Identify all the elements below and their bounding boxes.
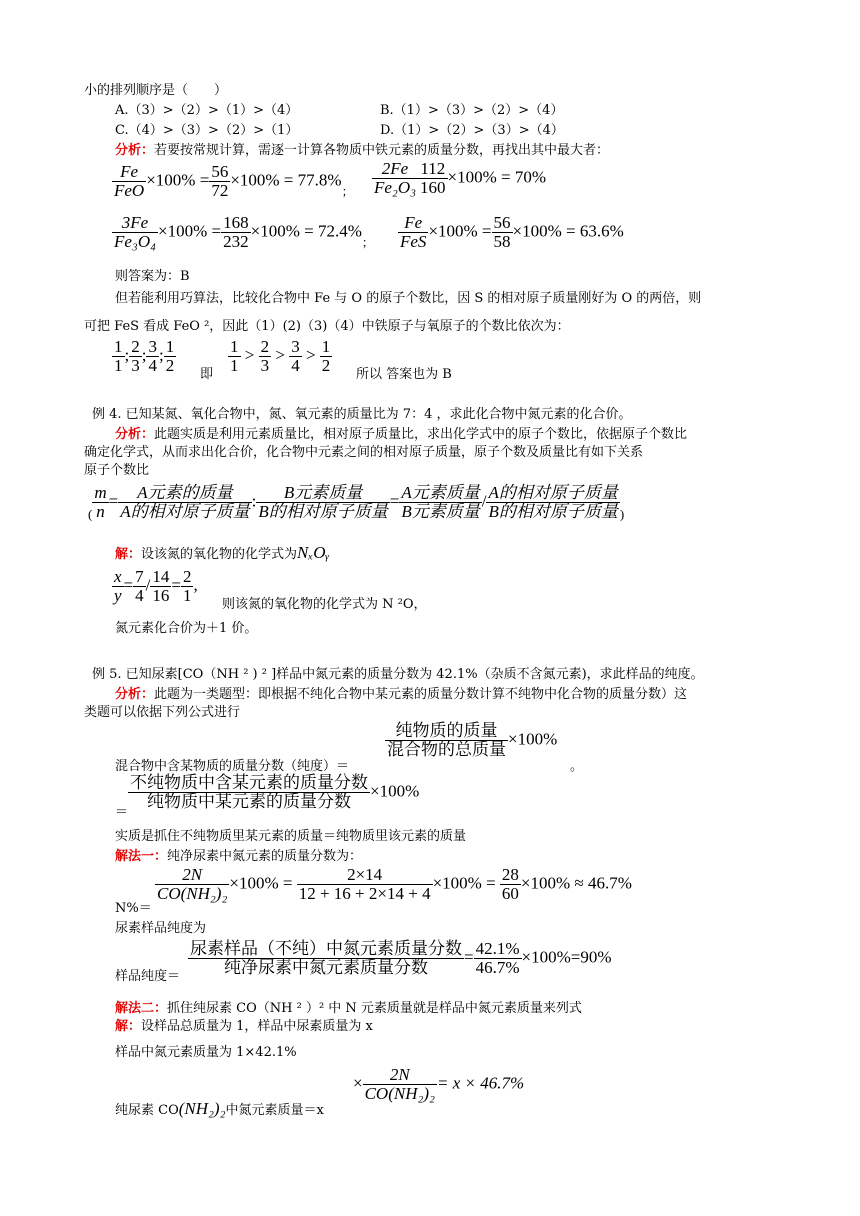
option-d: D.（1）>（2）>（3）>（4） [380, 123, 564, 138]
ex4-solution: 解：设该氮的氧化物的化学式为NₓOᵧ [115, 543, 330, 562]
ex4-analysis-3: 原子个数比 [84, 463, 150, 478]
option-c: C.（4）>（3）>（2）>（1） [115, 123, 299, 138]
ex3-tricky-2: 可把 FeS 看成 FeO ²，因此（1）(2)（3)（4）中铁原子与氧原子的个数比依次为： [84, 319, 570, 334]
sample-n-mass: 样品中氮元素质量为 1×42.1% [115, 1045, 297, 1060]
ex4-result-1: 则该氮的氧化物的化学式为 N ²O， [222, 597, 427, 612]
ratio-compare: $\frac{1}{1}$ > $\frac{2}{3}$ > $\frac{3}{4}$ > $\frac{1}{2}$ [230, 337, 331, 375]
ex5-analysis-2: 类题可以依据下列公式进行 [84, 705, 241, 720]
option-a: A.（3）>（2）>（1）>（4） [115, 103, 299, 118]
purity-formula-1: $\frac{\text{纯物质的质量}}{\text{混合物的总质量}}$ ×100% [387, 721, 558, 759]
ratio-list: $\frac{1}{1}$ ; $\frac{2}{3}$ ; $\frac{3}{4}$ ; $\frac{1}{2}$ [114, 337, 175, 375]
equals-sign: ＝ [115, 805, 129, 820]
method-1: 解法一：纯净尿素中氮元素的质量分数为： [115, 849, 363, 864]
formula-fe2o3: $\frac{2Fe}{\text{Fe₂O₃}}$ $\frac{112}{160}$ ×100% = 70% [374, 159, 547, 197]
ex5-analysis-1: 分析：此题为一类题型：即根据不纯化合物中某元素的质量分数计算不纯物中化合物的质量分数）这 [115, 687, 688, 702]
pure-urea-n-mass: 纯尿素 CO(NH₂)₂中氮元素质量＝x [115, 1099, 324, 1118]
period: 。 [570, 759, 584, 774]
ex5-essence: 实质是抓住不纯物质里某元素的质量＝纯物质里该元素的质量 [115, 829, 467, 844]
ex4-calc: $\frac{x}{y}$ = $\frac{7}{4}$ / $\frac{14}{16}$ = $\frac{2}{1}$ , [114, 567, 198, 605]
pure-urea-n-formula: × $\frac{2N}{\text{CO(NH₂)₂}}$ = x × 46.7% [353, 1065, 525, 1103]
ex3-answer: 则答案为：B [115, 269, 190, 284]
ex4-title: 例 4. 已知某氮、氧化合物中，氮、氧元素的质量比为 7：4 ，求此化合物中氮元素的化合价。 [92, 407, 632, 422]
ji-label: 即 [200, 367, 214, 382]
ex4-analysis-1: 分析：此题实质是利用元素质量比，相对原子质量比，求出化学式中的原子个数比，依据原子个数比 [115, 427, 688, 442]
ex3-tricky-1: 但若能利用巧算法，比较化合物中 Fe 与 O 的原子个数比，因 S 的相对原子质量刚好为 O 的两倍，则 [115, 291, 702, 306]
formula-feo: $\frac{Fe}{\text{FeO}}$ ×100% = $\frac{56}{72}$ $\times 100\% = 77.8\%_;$ [114, 162, 354, 200]
ex5-title: 例 5. 已知尿素[CO（NH ² ) ² ]样品中氮元素的质量分数为 42.1%（杂质不含氮元素)，求此样品的纯度。 [92, 667, 704, 682]
ex3-conclusion: 所以 答案也为 B [356, 367, 452, 382]
sample-purity-formula: $\frac{\text{尿素样品（不纯）中氮元素质量分数}}{\text{纯净尿素中氮元素质量分数}}$ = $\frac{42.1\%}{46.7\%}$ ×100%=90% [190, 939, 612, 977]
ex4-result-2: 氮元素化合价为＋1 价。 [115, 621, 258, 636]
n-pct-label: N%＝ [115, 901, 152, 916]
purity-formula-2: $\frac{\text{不纯物质中含某元素的质量分数}}{\text{纯物质中某元素的质量分数}}$ ×100% [130, 773, 420, 811]
formula-fes: $\frac{Fe}{\text{FeS}}$ ×100% = $\frac{56}{58}$ ×100% = 63.6% [400, 213, 624, 251]
option-b: B.（1）>（3）>（2）>（4） [380, 103, 564, 118]
n-pct-formula: $\frac{2N}{\text{CO(NH₂)₂}}$ ×100% = $\frac{2\times 14}{12 + 16 + 2\times 14 + 4}$ ×100% = $\frac{28}{60}$ ×100% ≈ 46.7% [157, 865, 632, 903]
ex4-analysis-2: 确定化学式，从而求出化合价，化合物中元素之间的相对原子质量，原子个数及质量比有如下关系 [84, 445, 644, 460]
ex5-solution: 解：设样品总质量为 1，样品中尿素质量为 x [115, 1019, 373, 1034]
sample-purity-label: 样品纯度＝ [115, 969, 181, 984]
ratio-relation-formula: $_($ $\frac{m}{n}$ = $\frac{\text{A元素的质量}}{\text{A的相对原子质量}}$ : $\frac{\text{B元素质量}}{\text{B的相对原子质量}}$ = $\frac{\text{A元素质量}}{\text{B元素质量}}$ / $\frac{\text{A的相对原子质量}}{\text{B的相对原子质量}}$ $_)$ [88, 483, 625, 522]
method-2: 解法二：抓住纯尿素 CO（NH ² ）² 中 N 元素质量就是样品中氮元素质量来列式 [115, 1001, 582, 1016]
formula-fe3o4: $\frac{3Fe}{\text{Fe₃O₄}}$ ×100% = $\frac{168}{232}$ $\times 100\% = 72.4\%_;$ [114, 213, 374, 251]
purity-title: 尿素样品纯度为 [115, 921, 207, 936]
question-tail: 小的排列顺序是（ ） [84, 83, 228, 98]
ex3-analysis: 分析：若要按常规计算，需逐一计算各物质中铁元素的质量分数，再找出其中最大者： [115, 143, 610, 158]
purity-label: 混合物中含某物质的质量分数（纯度）＝ [115, 759, 350, 774]
